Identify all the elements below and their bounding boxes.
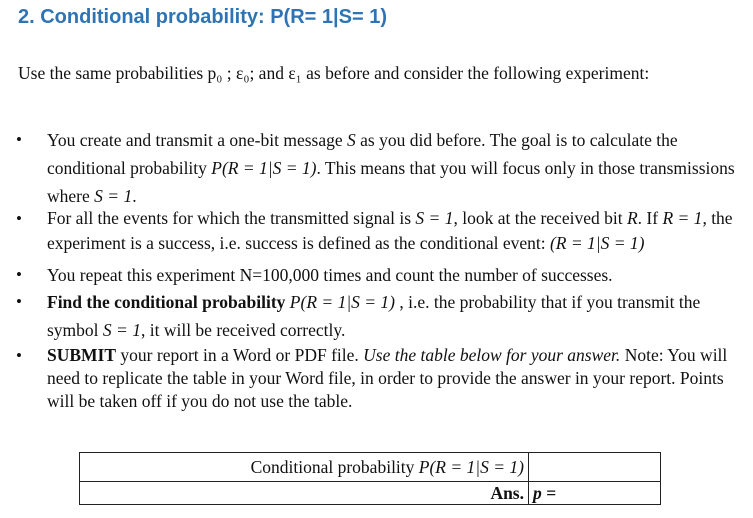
list-text: , look at the received bit — [453, 208, 627, 228]
list-item — [0, 344, 737, 413]
math-symbol: S — [347, 130, 356, 150]
cell-text: Ans. — [490, 482, 524, 503]
list-text: You create and transmit a one-bit message — [47, 130, 348, 150]
list-text-bold: Find the conditional probability — [47, 292, 286, 312]
table-cell-answer[interactable] — [529, 482, 661, 505]
list-item — [0, 126, 737, 210]
list-text: . This means that you will focus only in those transmissions where — [47, 158, 735, 206]
math-symbol: R — [626, 208, 638, 228]
list-text: your report in a Word or PDF file. — [116, 345, 364, 365]
list-text: , it will be received correctly. — [140, 320, 346, 340]
list-item — [0, 262, 737, 288]
math-expression: R = 1 — [662, 208, 703, 228]
math-expression: S = 1 — [415, 208, 454, 228]
list-item — [0, 288, 737, 344]
answer-placeholder: p = — [533, 482, 557, 503]
table-cell-empty[interactable] — [529, 453, 661, 482]
list-text: . — [132, 186, 137, 206]
list-text: , the experiment is a success, i.e. success is defined as the conditional event: — [47, 208, 733, 253]
list-text: Note: You will need to replicate the table in your Word file, in order to provide the answer in your report. Points will be taken off if you do not use the table. — [47, 345, 728, 411]
math-expression: P(R = 1|S = 1) — [211, 158, 317, 178]
math-expression: P(R = 1|S = 1) — [418, 456, 524, 477]
list-text: , i.e. the probability that if you transmit the symbol — [47, 292, 701, 340]
bullet-icon: • — [16, 209, 22, 228]
section-heading: 2. Conditional probability: P(R= 1|S= 1) — [18, 6, 387, 28]
bullet-icon: • — [16, 292, 22, 311]
list-text: . If — [637, 208, 663, 228]
table-row — [80, 453, 661, 482]
bullet-icon: • — [16, 130, 22, 149]
math-expression: P(R = 1|S = 1) — [285, 292, 396, 312]
list-item — [0, 206, 737, 256]
bullet-icon: • — [16, 346, 22, 365]
cell-text: Conditional probability — [250, 456, 419, 477]
instruction-list — [0, 126, 753, 413]
bullet-icon: • — [16, 265, 22, 284]
table-cell-label — [80, 453, 529, 482]
math-expression: S = 1 — [94, 186, 133, 206]
list-text-italic: Use the table below for your answer. — [363, 345, 621, 365]
list-text: as you did before. The goal is to calculate the conditional probability — [47, 130, 678, 178]
intro-paragraph: Use the same probabilities p₀ ; ε₀; and ε₁ as before and consider the following experiment: — [18, 63, 650, 83]
math-expression: S = 1 — [102, 320, 141, 340]
answer-table — [79, 452, 661, 505]
list-text: You repeat this experiment N=100,000 times and count the number of successes. — [47, 265, 613, 285]
list-text: For all the events for which the transmitted signal is — [47, 208, 416, 228]
list-text-bold: SUBMIT — [47, 345, 117, 365]
math-expression: (R = 1|S = 1) — [549, 233, 645, 253]
table-cell-label — [80, 482, 529, 505]
table-row — [80, 482, 661, 505]
